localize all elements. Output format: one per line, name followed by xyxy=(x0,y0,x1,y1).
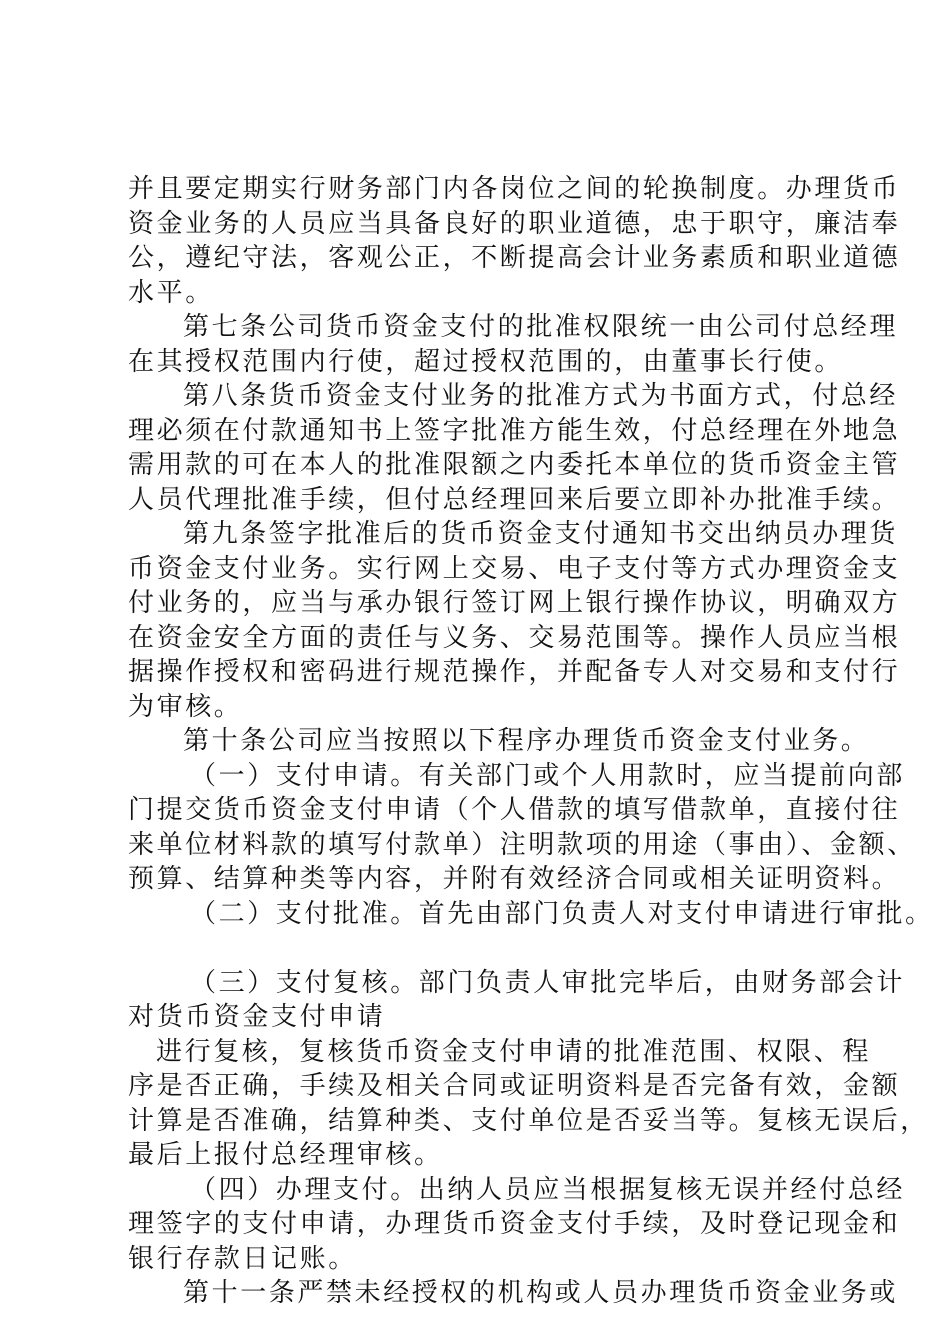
text-line: 理必须在付款通知书上签字批准方能生效，付总经理在外地急 xyxy=(128,415,901,446)
text-line: 据操作授权和密码进行规范操作，并配备专人对交易和支付行 xyxy=(128,657,901,687)
text-line: 最后上报付总经理审核。 xyxy=(128,1140,443,1170)
text-line: 门提交货币资金支付申请（个人借款的填写借款单，直接付往 xyxy=(128,795,901,825)
paragraph-start-line: （四）办理支付。出纳人员应当根据复核无误并经付总经 xyxy=(190,1174,906,1205)
paragraph-start-line: （一）支付申请。有关部门或个人用款时，应当提前向部 xyxy=(190,760,906,791)
paragraph-start-line: （二）支付批准。首先由部门负责人对支付申请进行审批。 xyxy=(190,898,934,929)
text-line: 水平。 xyxy=(128,277,214,308)
text-line: 为审核。 xyxy=(128,691,243,722)
blank-line xyxy=(128,931,848,966)
text-line: 公，遵纪守法，客观公正，不断提高会计业务素质和职业道德 xyxy=(128,243,901,273)
text-line: 并且要定期实行财务部门内各岗位之间的轮换制度。办理货币 xyxy=(128,174,901,204)
text-line: 计算是否准确，结算种类、支付单位是否妥当等。复核无误后， xyxy=(128,1105,929,1136)
text-line: 预算、结算种类等内容，并附有效经济合同或相关证明资料。 xyxy=(128,864,901,894)
text-line: 资金业务的人员应当具备良好的职业道德，忠于职守，廉洁奉 xyxy=(128,208,901,239)
text-line: 需用款的可在本人的批准限额之内委托本单位的货币资金主管 xyxy=(128,450,901,480)
text-line: 币资金支付业务。实行网上交易、电子支付等方式办理资金支 xyxy=(128,553,901,584)
text-line: 序是否正确，手续及相关合同或证明资料是否完备有效，金额 xyxy=(128,1071,901,1101)
text-line: 付业务的，应当与承办银行签订网上银行操作协议，明确双方 xyxy=(128,588,901,618)
paragraph-start-line: 第七条公司货币资金支付的批准权限统一由公司付总经理 xyxy=(183,312,899,342)
paragraph-start-line: 第十一条严禁未经授权的机构或人员办理货币资金业务或 xyxy=(183,1278,899,1308)
paragraph-start-line: 第九条签字批准后的货币资金支付通知书交出纳员办理货 xyxy=(183,519,899,549)
text-line: 在其授权范围内行使，超过授权范围的，由董事长行使。 xyxy=(128,346,844,377)
text-line: 理签字的支付申请，办理货币资金支付手续，及时登记现金和 xyxy=(128,1209,901,1239)
text-line: 银行存款日记账。 xyxy=(128,1243,357,1274)
text-line: 在资金安全方面的责任与义务、交易范围等。操作人员应当根 xyxy=(128,622,901,653)
paragraph-start-line: 第八条货币资金支付业务的批准方式为书面方式，付总经 xyxy=(183,381,899,411)
text-line: 来单位材料款的填写付款单）注明款项的用途（事由）、金额、 xyxy=(128,829,916,860)
paragraph-start-line: （三）支付复核。部门负责人审批完毕后，由财务部会计 xyxy=(190,967,906,998)
paragraph-start-line: 第十条公司应当按照以下程序办理货币资金支付业务。 xyxy=(183,726,870,756)
text-line: 人员代理批准手续，但付总经理回来后要立即补办批准手续。 xyxy=(128,484,901,515)
text-line: 对货币资金支付申请 xyxy=(128,1002,386,1032)
paragraph-start-line: 进行复核，复核货币资金支付申请的批准范围、权限、程 xyxy=(156,1036,872,1067)
document-body xyxy=(128,172,934,1311)
